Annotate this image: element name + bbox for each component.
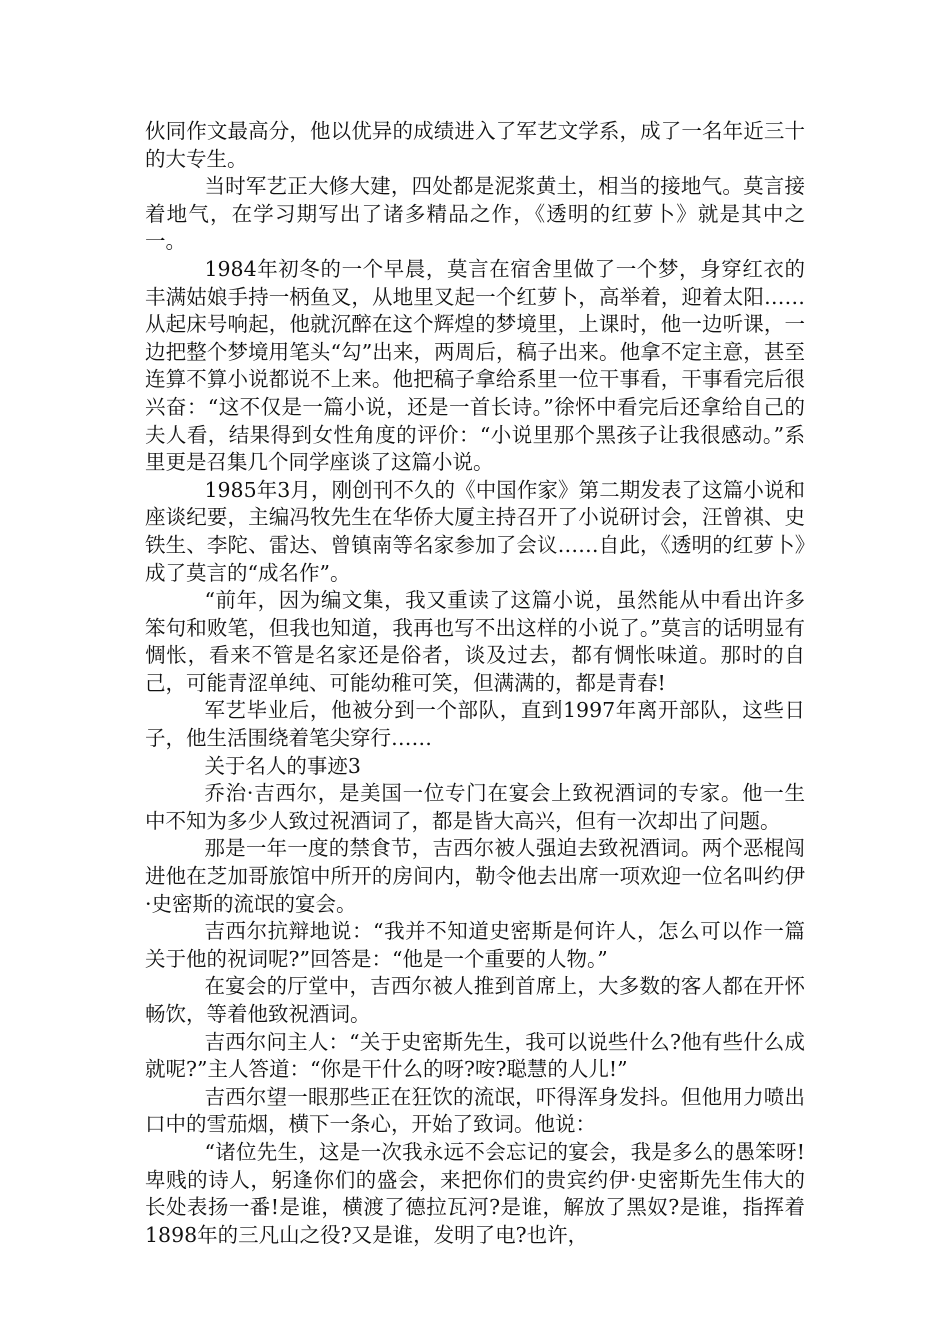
paragraph-10: 在宴会的厅堂中，吉西尔被人推到首席上，大多数的客人都在开怀畅饮，等着他致祝酒词。 (145, 974, 805, 1026)
paragraph-12: 吉西尔望一眼那些正在狂饮的流氓，吓得浑身发抖。但他用力喷出口中的雪茄烟，横下一条心，开始了致词。他说： (145, 1084, 805, 1137)
paragraph-11: 吉西尔问主人：“关于史密斯先生，我可以说些什么?他有些什么成就呢?”主人答道：“你是干什么的呀?咹?聪慧的人儿!” (145, 1029, 805, 1082)
paragraph-8: 那是一年一度的禁食节，吉西尔被人强迫去致祝酒词。两个恶棍闯进他在芝加哥旅馆中所开的房间内，勒令他去出席一项欢迎一位名叫约伊·史密斯的流氓的宴会。 (145, 836, 805, 916)
paragraph-5: “前年，因为编文集，我又重读了这篇小说，虽然能从中看出许多笨句和败笔，但我也知道，我再也写不出这样的小说了。”莫言的话明显有惆怅，看来不管是名家还是俗者，谈及过去，都有惆怅味道。那时的自己，可能青涩单纯、可能幼稚可笑，但满满的，都是青春! (145, 588, 805, 695)
paragraph-4: 1985年3月，刚创刊不久的《中国作家》第二期发表了这篇小说和座谈纪要，主编冯牧先生在华侨大厦主持召开了小说研讨会，汪曾祺、史铁生、李陀、雷达、曾镇南等名家参加了会议……自此，《透明的红萝卜》成了莫言的“成名作”。 (145, 477, 805, 585)
paragraph-7: 乔治·吉西尔，是美国一位专门在宴会上致祝酒词的专家。他一生中不知为多少人致过祝酒词了，都是皆大高兴，但有一次却出了问题。 (145, 781, 805, 833)
paragraph-6: 军艺毕业后，他被分到一个部队，直到1997年离开部队，这些日子，他生活围绕着笔尖穿行…… (145, 698, 805, 751)
paragraph-13: “诸位先生，这是一次我永远不会忘记的宴会，我是多么的愚笨呀!卑贱的诗人，躬逢你们的盛会，来把你们的贵宾约伊·史密斯先生伟大的长处表扬一番!是谁，横渡了德拉瓦河?是谁，解放了黑奴?是谁，指挥着1898年的三凡山之役?又是谁，发明了电?也许， (145, 1139, 805, 1247)
document-body (145, 118, 805, 1249)
paragraph-9: 吉西尔抗辩地说：“我并不知道史密斯是何许人，怎么可以作一篇关于他的祝词呢?”回答是：“他是一个重要的人物。” (145, 919, 805, 971)
paragraph-1: 伙同作文最高分，他以优异的成绩进入了军艺文学系，成了一名年近三十的大专生。 (145, 119, 805, 171)
section-heading: 关于名人的事迹3 (204, 753, 361, 778)
paragraph-3: 1984年初冬的一个早晨，莫言在宿舍里做了一个梦，身穿红衣的丰满姑娘手持一柄鱼叉，从地里叉起一个红萝卜，高举着，迎着太阳……从起床号响起，他就沉醉在这个辉煌的梦境里，上课时，他一边听课，一边把整个梦境用笔头“勾”出来，两周后，稿子出来。他拿不定主意，甚至连算不算小说都说不上来。他把稿子拿给系里一位干事看，干事看完后很兴奋：“这不仅是一篇小说，还是一首长诗。”徐怀中看完后还拿给自己的夫人看，结果得到女性角度的评价：“小说里那个黑孩子让我很感动。”系里更是召集几个同学座谈了这篇小说。 (145, 256, 805, 475)
paragraph-2: 当时军艺正大修大建，四处都是泥浆黄土，相当的接地气。莫言接着地气，在学习期写出了诸多精品之作，《透明的红萝卜》就是其中之一。 (145, 174, 805, 254)
